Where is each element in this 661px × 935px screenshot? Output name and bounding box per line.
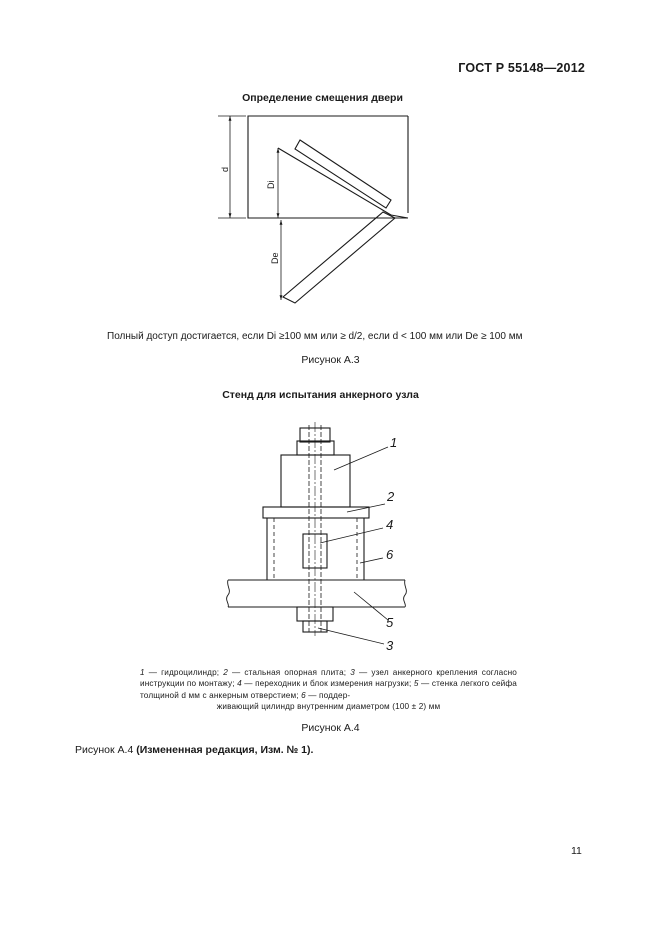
legend-text-2: — стальная опорная плита; (227, 668, 351, 677)
access-condition-text: Полный доступ достигается, если Di ≥100 мм или ≥ d/2, если d < 100 мм или De ≥ 100 мм (107, 331, 523, 342)
legend-text-4: — переходник и блок измерения нагрузки; (241, 679, 414, 689)
callout-4: 4 (386, 517, 394, 532)
legend-num-3: 3 (350, 668, 355, 677)
label-d: d (220, 166, 230, 172)
legend-num-5: 5 (413, 679, 419, 689)
door-frame (248, 116, 408, 218)
callout-5: 5 (386, 615, 394, 630)
figure-a3-caption: Рисунок А.3 (301, 354, 360, 366)
callout-1: 1 (390, 435, 398, 450)
inner-door-line (278, 148, 391, 215)
figure-a4-caption: Рисунок А.4 (301, 722, 360, 734)
door-offset-diagram (218, 116, 408, 303)
top-washer (297, 441, 334, 455)
anchor-test-stand-diagram (227, 422, 407, 644)
legend-text-6: — поддер- (305, 690, 351, 700)
edit-note-prefix: Рисунок А.4 (75, 744, 137, 756)
legend-num-6: 6 (301, 690, 306, 700)
legend-text-7: живающий цилиндр внутренним диаметром (100 ± 2) мм (216, 701, 441, 711)
inner-door (295, 140, 391, 208)
edit-note-bold: (Измененная редакция, Изм. № 1). (136, 744, 314, 756)
legend-text-3: — узел анкерного крепления согласно инструкции по монтажу; (140, 668, 518, 689)
callout-3: 3 (386, 638, 394, 653)
legend-num-1: 1 (140, 668, 145, 677)
legend-num-2: 2 (223, 668, 228, 677)
callout-6: 6 (386, 547, 394, 562)
edit-note (75, 744, 313, 756)
document-header: ГОСТ Р 55148—2012 (458, 61, 585, 75)
outer-door (283, 212, 395, 303)
legend-text-5: — стенка легкого сейфа толщиной d мм с анкерным отверстием; (140, 679, 517, 700)
figure-a3-title: Определение смещения двери (242, 92, 403, 104)
legend-text-1: — гидроцилиндр; (144, 668, 224, 677)
callout-2: 2 (387, 489, 395, 504)
legend-num-4: 4 (237, 679, 242, 689)
hydraulic-cylinder (281, 455, 350, 507)
page-number: 11 (571, 845, 582, 857)
support-plate (263, 507, 369, 518)
figure-a4-title: Стенд для испытания анкерного узла (222, 389, 419, 401)
figure-a4-legend (140, 667, 517, 712)
label-di: Di (266, 180, 276, 189)
label-de: De (270, 252, 280, 264)
